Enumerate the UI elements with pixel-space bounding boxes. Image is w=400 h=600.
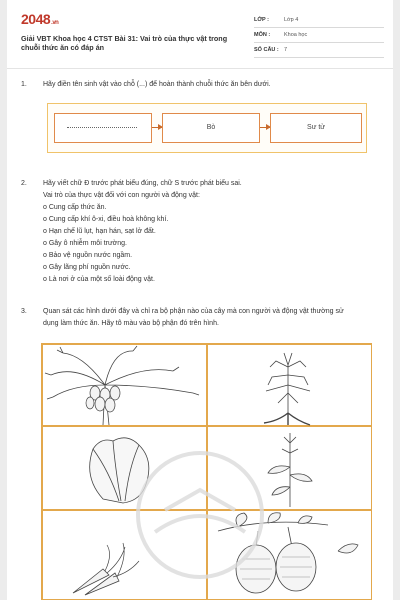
statement-option[interactable]: o Cung cấp khí ô-xi, điều hoà không khí. <box>43 216 169 223</box>
food-chain-box-lion <box>270 113 362 143</box>
cassava-plant-illustration <box>208 345 373 427</box>
question-number: 3. <box>21 308 27 315</box>
question-line: Hãy điền tên sinh vật vào chỗ (...) để hoàn thành chuỗi thức ăn bên dưới. <box>43 81 271 88</box>
meta-row-subject <box>254 28 384 43</box>
arrow-right-icon <box>260 127 270 128</box>
plant-cell-papaya[interactable] <box>42 344 207 426</box>
document-meta <box>254 13 384 58</box>
question-line: Vai trò của thực vật đối với con người và động vật: <box>43 192 200 199</box>
logo-main: 2048 <box>21 11 51 27</box>
papaya-tree-illustration <box>43 345 208 427</box>
document-page <box>7 0 393 600</box>
statement-option[interactable]: o Cung cấp thức ăn. <box>43 204 107 211</box>
plant-cell-cassava[interactable] <box>207 344 372 426</box>
meta-row-count <box>254 43 384 58</box>
question-number: 2. <box>21 180 27 187</box>
food-chain-box-label: Sư tử <box>307 124 325 131</box>
statement-option[interactable]: o Bảo vệ nguồn nước ngầm. <box>43 252 133 259</box>
document-title: Giải VBT Khoa học 4 CTST Bài 31: Vai trò của thực vật trong chuỗi thức ăn có đáp án <box>21 34 228 52</box>
statement-option[interactable]: o Gây lãng phí nguồn nước. <box>43 264 131 271</box>
question-number: 1. <box>21 81 27 88</box>
question-text <box>43 178 383 286</box>
statement-option[interactable]: o Hạn chế lũ lụt, hạn hán, sạt lở đất. <box>43 228 156 235</box>
meta-row-grade <box>254 13 384 28</box>
site-logo[interactable] <box>21 11 58 27</box>
food-chain-blank-box[interactable] <box>54 113 152 143</box>
fill-in-dots <box>67 127 137 128</box>
food-chain-diagram <box>47 103 367 153</box>
food-chain-box-label: Bò <box>206 124 216 131</box>
statement-option[interactable]: o Gây ô nhiễm môi trường. <box>43 240 127 247</box>
meta-value: Khoa học <box>284 32 308 38</box>
question-text <box>43 306 383 330</box>
arrow-right-icon <box>152 127 162 128</box>
statement-option[interactable]: o Là nơi ở của một số loài động vật. <box>43 276 155 283</box>
question-line: Quan sát các hình dưới đây và chỉ ra bộ phận nào của cây mà con người và động vật thường sử <box>43 308 344 315</box>
meta-key: MÔN : <box>254 32 271 38</box>
question-line: Hãy viết chữ Đ trước phát biểu đúng, chữ S trước phát biểu sai. <box>43 180 242 187</box>
question-text <box>43 79 383 91</box>
meta-key: LỚP : <box>254 17 269 23</box>
document-header <box>7 0 393 66</box>
watermark-logo <box>125 440 275 590</box>
food-chain-box-cow <box>162 113 260 143</box>
header-divider <box>7 68 393 69</box>
logo-suffix: .vn <box>51 20 59 26</box>
meta-value: Lớp 4 <box>284 17 299 23</box>
question-line: dụng làm thức ăn. Hãy tô màu vào bộ phận đó trên hình. <box>43 320 219 327</box>
meta-key: SỐ CÂU : <box>254 47 279 53</box>
meta-value: 7 <box>284 47 288 53</box>
